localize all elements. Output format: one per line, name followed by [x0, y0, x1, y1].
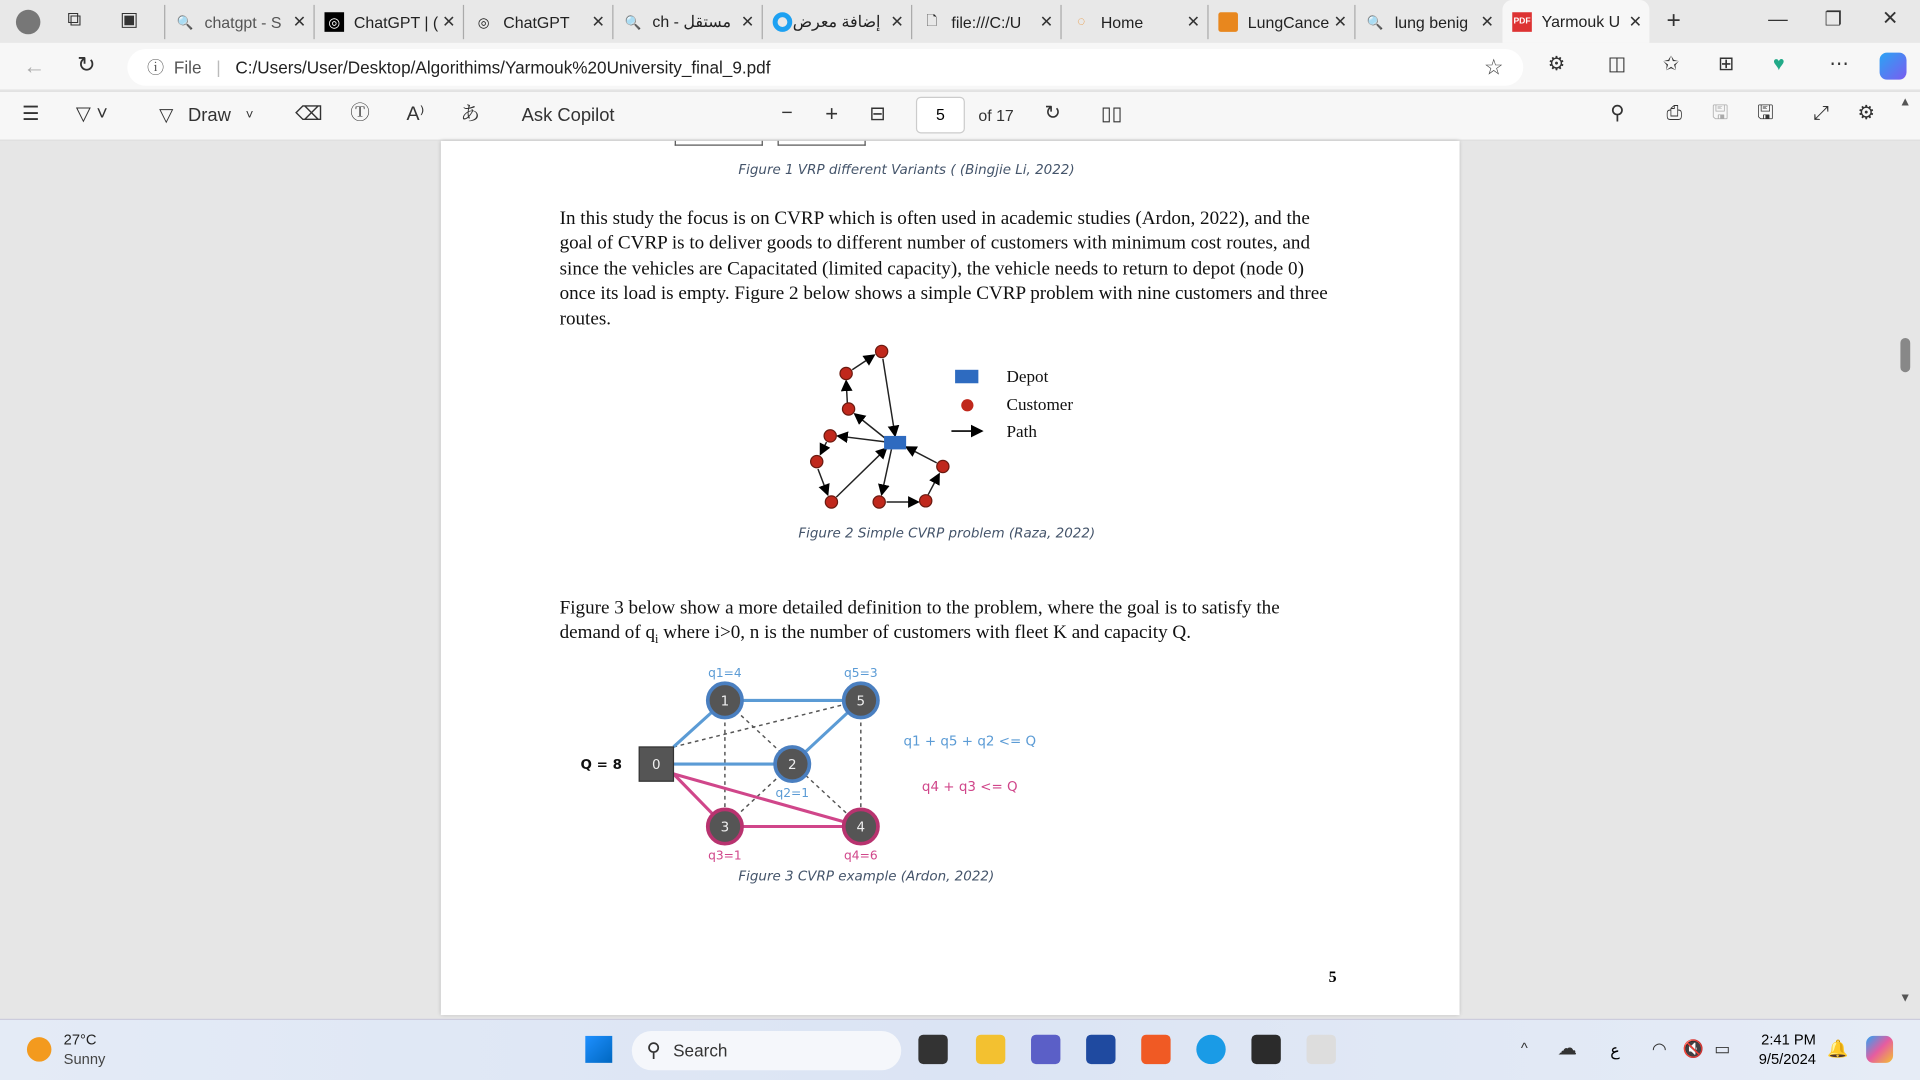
- constraint-pink: q4 + q3 <= Q: [921, 780, 1018, 796]
- tab-6[interactable]: ◌ Home ✕: [1060, 5, 1207, 39]
- search-icon: 🔍: [176, 15, 194, 31]
- divider: |: [216, 57, 221, 78]
- legend-depot: Depot: [1006, 367, 1049, 387]
- chatgpt-icon: ◎: [477, 15, 490, 31]
- onedrive-icon[interactable]: ☁: [1557, 1038, 1578, 1060]
- draw-icon: ▽: [159, 105, 174, 127]
- more-menu-icon[interactable]: ⋯: [1829, 53, 1849, 75]
- taskbar-search[interactable]: ⚲ Search: [632, 1031, 901, 1070]
- scroll-down-icon[interactable]: ▼: [1899, 991, 1912, 1006]
- settings-icon[interactable]: ⚙: [1857, 102, 1876, 124]
- file-explorer-icon[interactable]: [976, 1035, 1005, 1064]
- notifications-icon[interactable]: 🔔: [1826, 1038, 1849, 1058]
- figure2-diagram: [818, 355, 939, 502]
- refresh-button[interactable]: ↻: [77, 52, 96, 78]
- tab-4[interactable]: إضافة معرض ✕: [762, 5, 911, 39]
- close-tab-icon[interactable]: ✕: [740, 12, 755, 31]
- highlight-icon[interactable]: ▽ ˅: [75, 104, 108, 125]
- start-button[interactable]: [585, 1036, 612, 1063]
- close-window-button[interactable]: ✕: [1882, 8, 1899, 30]
- close-tab-icon[interactable]: ✕: [1628, 11, 1643, 31]
- search-icon: 🔍: [1366, 15, 1384, 31]
- scroll-thumb[interactable]: [1900, 338, 1910, 372]
- search-pdf-icon[interactable]: ⚲: [1610, 102, 1625, 124]
- favorite-star-icon[interactable]: ☆: [1483, 54, 1504, 79]
- tab-1[interactable]: ◎ ChatGPT | ( ✕: [313, 5, 462, 39]
- figure1-caption: Figure 1 VRP different Variants ( (Bingjie Li, 2022): [738, 161, 1075, 178]
- legend-customer: Customer: [1006, 395, 1074, 415]
- terminal-icon[interactable]: [1251, 1035, 1280, 1064]
- paragraph-2: Figure 3 below show a more detailed definition to the problem, where the goal is to satisfy the demand of $q_i$ where i>0, n is the number of customers with fleet K and capacity Q.: [559, 597, 1280, 648]
- pdf-icon: PDF: [1512, 12, 1532, 32]
- constraint-blue: q1 + q5 + q2 <= Q: [903, 734, 1037, 750]
- close-tab-icon[interactable]: ✕: [1480, 12, 1494, 31]
- url-text: C:/Users/User/Desktop/Algorithims/Yarmouk%20University_final_9.pdf: [235, 57, 771, 78]
- edge-icon[interactable]: [1196, 1035, 1225, 1064]
- legend-depot-icon: [955, 370, 978, 383]
- close-tab-icon[interactable]: ✕: [591, 12, 605, 31]
- store-icon[interactable]: [1086, 1035, 1115, 1064]
- browser-essentials-icon[interactable]: ♥: [1773, 53, 1785, 75]
- zoom-out-button[interactable]: −: [781, 102, 793, 124]
- home-logo-icon: ◌: [1077, 14, 1086, 30]
- node-2: 2: [787, 757, 797, 773]
- split-screen-icon[interactable]: ◫: [1607, 53, 1627, 75]
- customer-markers: [811, 345, 949, 508]
- show-hidden-icons[interactable]: ^: [1520, 1039, 1528, 1057]
- tab-5[interactable]: 🗋 file:///C:/U ✕: [911, 5, 1060, 39]
- scheme-label: File: [173, 57, 202, 78]
- back-button[interactable]: ←: [23, 53, 46, 79]
- fullscreen-icon[interactable]: ⤢: [1813, 102, 1830, 124]
- wifi-icon[interactable]: ◠: [1651, 1038, 1667, 1058]
- legend-customer-icon: [961, 399, 973, 411]
- figure3-caption: Figure 3 CVRP example (Ardon, 2022): [738, 868, 995, 885]
- weather-condition[interactable]: Sunny: [63, 1050, 106, 1068]
- battery-icon[interactable]: ▭: [1714, 1038, 1731, 1058]
- vertical-tabs-icon[interactable]: ▣: [120, 9, 139, 31]
- language-indicator[interactable]: ع: [1610, 1040, 1620, 1060]
- node-4: 4: [856, 820, 866, 836]
- print-icon[interactable]: ⎙: [1666, 102, 1683, 124]
- text-box-icon[interactable]: Ⓣ: [350, 102, 370, 124]
- node-3: 3: [720, 820, 730, 836]
- page-count: of 17: [978, 105, 1014, 125]
- restore-button[interactable]: ❐: [1824, 9, 1843, 31]
- save-icon[interactable]: 🖫: [1711, 102, 1729, 124]
- paragraph-1: In this study the focus is on CVRP which is often used in academic studies (Ardon, 2022), and the goal of CVRP is to deliver goods to different number of customers with minimum cost routes, and since the vehicles are Capacitated (limited capacity), the vehicle needs to return to depot (node 0) once its load is empty. Figure 2 below shows a simple CVRP problem with nine customers and three routes.: [559, 208, 1328, 329]
- demand-q1: q1=4: [708, 666, 742, 681]
- capacity-label: Q = 8: [580, 757, 622, 773]
- tab-8[interactable]: 🔍 lung benig ✕: [1354, 5, 1501, 39]
- scrollbar[interactable]: [1896, 94, 1916, 1012]
- clock-time[interactable]: 2:41 PM: [1761, 1031, 1816, 1049]
- demand-q4: q4=6: [844, 848, 878, 863]
- close-tab-icon[interactable]: ✕: [1186, 12, 1201, 31]
- save-as-icon[interactable]: 🖫: [1757, 102, 1774, 124]
- tab-9-active[interactable]: PDF Yarmouk U ✕: [1502, 0, 1649, 43]
- weather-temp[interactable]: 27°C: [63, 1031, 97, 1049]
- favorites-icon[interactable]: ✩: [1662, 53, 1680, 75]
- new-tab-button[interactable]: +: [1666, 7, 1681, 35]
- figure3-diagram: [581, 666, 1037, 862]
- figure2-caption: Figure 2 Simple CVRP problem (Raza, 2022): [798, 525, 1096, 542]
- workspaces-icon[interactable]: ⧉: [67, 9, 82, 31]
- weather-sun-icon[interactable]: [27, 1037, 51, 1061]
- demand-q5: q5=3: [844, 666, 878, 681]
- search-icon: 🔍: [624, 15, 642, 31]
- fit-width-icon[interactable]: ⊟: [869, 104, 886, 125]
- snipping-tool-icon[interactable]: [1307, 1035, 1336, 1064]
- node-5: 5: [856, 694, 866, 710]
- zoom-in-button[interactable]: +: [825, 101, 839, 127]
- tab-7[interactable]: LungCance ✕: [1207, 5, 1354, 39]
- close-tab-icon[interactable]: ✕: [442, 12, 456, 31]
- chevron-down-icon: ˅: [245, 107, 254, 123]
- search-icon: ⚲: [646, 1040, 661, 1062]
- scroll-up-icon[interactable]: ▲: [1899, 95, 1912, 109]
- page-number-input[interactable]: 5: [916, 97, 965, 134]
- task-view-icon[interactable]: [918, 1035, 947, 1064]
- translate-icon[interactable]: あ: [460, 104, 481, 125]
- node-1: 1: [720, 694, 730, 710]
- info-icon[interactable]: ⓘ: [146, 57, 165, 78]
- read-aloud-icon[interactable]: A⁾: [406, 104, 425, 125]
- file-icon: 🗋: [926, 14, 938, 29]
- close-tab-icon[interactable]: ✕: [890, 12, 904, 31]
- copilot-taskbar-icon[interactable]: [1866, 1036, 1893, 1063]
- brave-icon[interactable]: [1141, 1035, 1170, 1064]
- tab-0[interactable]: 🔍 chatgpt - S ✕: [164, 5, 313, 39]
- ask-copilot-button[interactable]: Ask Copilot: [521, 104, 615, 126]
- collections-icon[interactable]: ⊞: [1717, 53, 1735, 75]
- close-tab-icon[interactable]: ✕: [292, 12, 307, 31]
- depot-marker: [884, 436, 906, 449]
- demand-q3: q3=1: [708, 848, 742, 863]
- node-0: 0: [652, 757, 661, 773]
- clock-date[interactable]: 9/5/2024: [1758, 1050, 1816, 1068]
- demand-q2: q2=1: [775, 786, 810, 801]
- contents-icon[interactable]: ☰: [22, 104, 40, 125]
- page-number: 5: [1328, 967, 1337, 986]
- teams-icon[interactable]: [1031, 1035, 1060, 1064]
- legend-path: Path: [1006, 422, 1037, 442]
- tab-3[interactable]: 🔍 مستقل - ch ✕: [612, 5, 761, 39]
- minimize-button[interactable]: —: [1768, 9, 1788, 31]
- rotate-icon[interactable]: ↻: [1044, 102, 1061, 124]
- eraser-icon[interactable]: ⌫: [295, 104, 323, 125]
- chatgpt-icon: ◎: [324, 12, 344, 32]
- page-view-icon[interactable]: ▯▯: [1100, 104, 1123, 125]
- close-tab-icon[interactable]: ✕: [1039, 12, 1054, 31]
- tab-2[interactable]: ◎ ChatGPT ✕: [463, 5, 612, 39]
- volume-muted-icon[interactable]: 🔇: [1682, 1038, 1704, 1058]
- close-tab-icon[interactable]: ✕: [1333, 12, 1347, 31]
- taskbar: [0, 1019, 1920, 1080]
- draw-button[interactable]: ▽ Draw ˅: [159, 104, 254, 127]
- extensions-icon[interactable]: ⚙: [1547, 53, 1566, 75]
